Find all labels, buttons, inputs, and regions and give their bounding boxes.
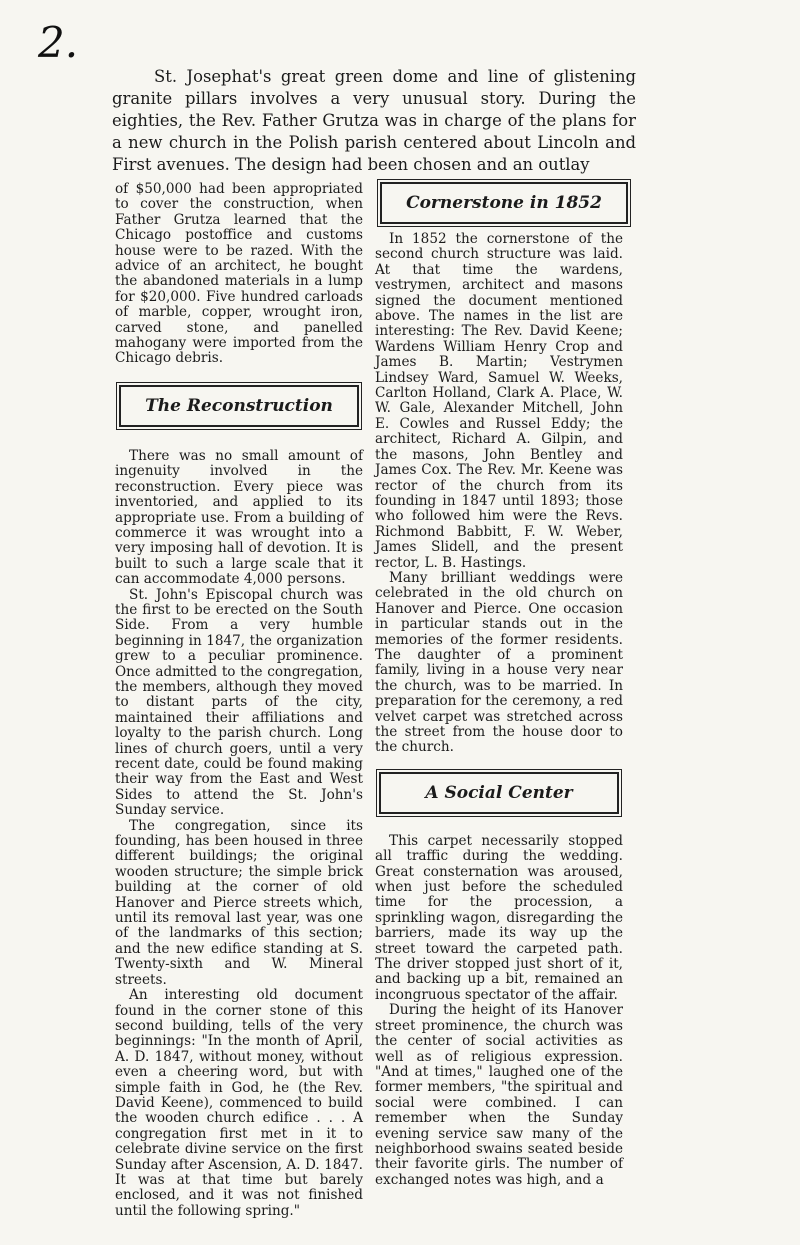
heading-cornerstone-box bbox=[380, 182, 628, 224]
paragraph-height: During the height of its Hanover street prominence, the church was the center of social activities as well as of religious expression. "And at times," laughed one of the former members, "the spiritual and social were combined. I can remember when the Sunday evening service saw many of the neighborhood swains seated beside their favorite girls. The number of exchanged notes was high, and a bbox=[375, 1002, 623, 1188]
paragraph-ingenuity: There was no small amount of ingenuity involved in the reconstruction. Every piece was inventoried, and applied to its appropriate use. From a building of commerce it was wrought into a very imposing hall of devotion. It is built to such a large scale that it can accommodate 4,000 persons. bbox=[115, 447, 363, 588]
lead-paragraph-block bbox=[112, 66, 636, 176]
paragraph-cornerstone: In 1852 the cornerstone of the second church structure was laid. At that time the wardens, vestrymen, architect and masons signed the document mentioned above. The names in the list are interesting: The Rev. David Keene; Wardens William Henry Crop and James B. Martin; Vestrymen Lindsey Ward, Samuel W. Weeks, Carlton Holland, Clark A. Place, W. W. Gale, Alexander Mitchell, John E. Cowles and Russel Eddy; the architect, Richard A. Gilpin, and the masons, John Bentley and James Cox. The Rev. Mr. Keene was rector of the church from its founding in 1847 until 1893; those who followed him were the Revs. Richmond Babbitt, F. W. Weber, James Slidell, and the present rector, L. B. Hastings. bbox=[375, 231, 623, 571]
left-column bbox=[115, 182, 363, 1219]
heading-cornerstone: Cornerstone in 1852 bbox=[406, 193, 602, 213]
heading-reconstruction-box bbox=[119, 385, 359, 427]
heading-reconstruction: The Reconstruction bbox=[145, 395, 333, 416]
paragraph-carpet: This carpet necessarily stopped all traffic during the wedding. Great consternation was aroused, when just before the scheduled time for the procession, a sprinkling wagon, disregarding the barriers, made its way up the street toward the carpeted path. The driver stopped just short of it, and backing up a bit, remained an incongruous spectator of the affair. bbox=[375, 832, 623, 1003]
heading-social-center: A Social Center bbox=[425, 782, 573, 803]
right-column bbox=[375, 232, 623, 1188]
page-number: 2. bbox=[38, 18, 79, 67]
paragraph-st-johns: St. John's Episcopal church was the first to be erected on the South Side. From a very humble beginning in 1847, the organization grew to a peculiar prominence. Once admitted to the congregation, the members, although they moved to distant parts of the city, maintained their affiliations and loyalty to the parish church. Long lines of church goers, until a very recent date, could be found making their way from the East and West Sides to attend the St. John's Sunday service. bbox=[115, 586, 363, 819]
paragraph-congregation: The congregation, since its founding, has been housed in three different buildings; the original wooden structure; the simple brick building at the corner of old Hanover and Pierce streets which, until its removal last year, was one of the landmarks of this section; and the new edifice standing at S. Twenty-sixth and W. Mineral streets. bbox=[115, 817, 363, 988]
paragraph-appropriation: of $50,000 had been appropriated to cover the construction, when Father Grutza learned that the Chicago postoffice and customs house were to be razed. With the advice of an architect, he bought the abandoned materials in a lump for $20,000. Five hundred carloads of marble, copper, wrought iron, carved stone, and panelled mahogany were imported from the Chicago debris. bbox=[115, 181, 363, 367]
paragraph-weddings: Many brilliant weddings were celebrated in the old church on Hanover and Pierce. One occasion in particular stands out in the memories of the former residents. The daughter of a prominent family, living in a house very near the church, was to be married. In preparation for the ceremony, a red velvet carpet was stretched across the street from the house door to the church. bbox=[375, 569, 623, 756]
heading-social-center-box bbox=[379, 772, 619, 814]
lead-paragraph: St. Josephat's great green dome and line of glistening granite pillars involves a very unusual story. During the eighties, the Rev. Father Grutza was in charge of the plans for a new church in the Polish parish centered about Lincoln and First avenues. The design had been chosen and an outlay bbox=[112, 67, 636, 174]
paragraph-document: An interesting old document found in the corner stone of this second building, tells of the very beginnings: "In the month of April, A. D. 1847, without money, without even a cheering word, but with simple faith in God, he (the Rev. David Keene), commenced to build the wooden church edifice . . . A congregation first met in it to celebrate divine service on the first Sunday after Ascension, A. D. 1847. It was at that time but barely enclosed, and it was not finished until the following spring." bbox=[115, 987, 363, 1219]
